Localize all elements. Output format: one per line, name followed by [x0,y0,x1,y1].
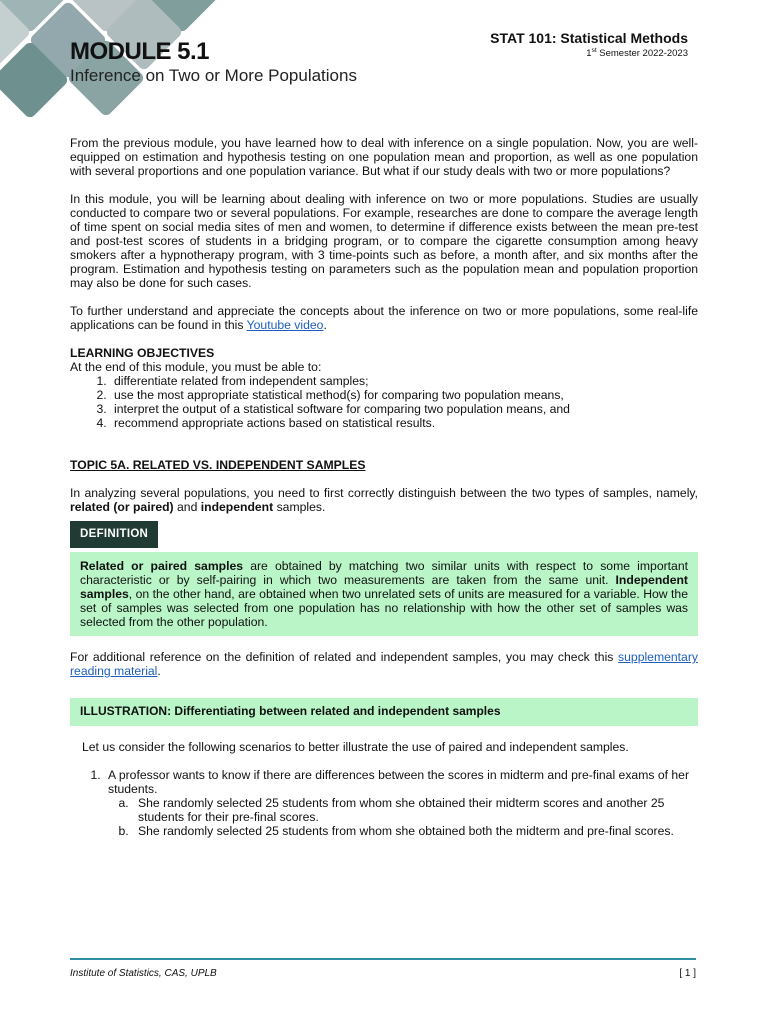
definition-box [70,552,698,636]
course-title: STAT 101: Statistical Methods [490,30,688,46]
reference-text: For additional reference on the definition of related and independent samples, you may check this [70,650,619,664]
semester-text: Semester 2022-2023 [596,48,688,60]
definition-term-independent: Independent samples [80,573,688,601]
scenario-text: A professor wants to know if there are differences between the scores in midterm and pre-final exams of her students. [108,768,690,796]
intro-paragraph-3 [70,304,698,332]
scenario-item [104,768,698,838]
topic-term-independent: independent [200,500,274,514]
scenario-option-a: a. She randomly selected 25 students from whom she obtained their midterm scores and another 25 students for their pre-final scores. [132,796,698,824]
supplementary-reading-link[interactable]: supplementary reading material [70,650,698,678]
intro-paragraph-2: In this module, you will be learning about dealing with inference on two or more populations. Studies are usually conducted to compare two or several populations. For example, researches are done to compare the average length of time spent on social media sites of men and women, to determine if difference exists between the mean pre-test and post-test scores of students in a bridging program, or to compare the cigarette consumption among heavy smokers after a hypnotherapy program, with 3 time-points such as before, a month after, and six months after the program. Estimation and hypothesis testing on parameters such as the population mean and population proportion may also be done for such cases. [70,192,698,290]
intro-paragraph-1: From the previous module, you have learned how to deal with inference on a single population. Now, you are well-equipped on estimation and hypothesis testing on one population mean and proportion, as well as one population with several proportions and one population variance. But what if our study deals with two or more populations? [70,136,698,178]
footer-institute: Institute of Statistics, CAS, UPLB [70,968,217,979]
illustration-heading: ILLUSTRATION: Differentiating between related and independent samples [70,698,698,726]
semester-ordinal: st [591,47,597,54]
definition-text-2: , on the other hand, are obtained when two unrelated sets of units are measured for a variable. How the set of samples was selected from one population has no relationship with how the other set of samples was selected from the other population. [80,587,688,629]
reference-text-end: . [157,664,161,678]
topic-paragraph [70,486,698,514]
topic-text: In analyzing several populations, you need to first correctly distinguish between the two types of samples, namely, [70,486,698,500]
module-content [70,136,698,838]
illustration-intro: Let us consider the following scenarios to better illustrate the use of paired and independent samples. [82,740,629,754]
objective-item: 2. use the most appropriate statistical method(s) for comparing two population means, [110,388,698,402]
topic-text-and: and [173,500,201,514]
footer-divider [70,958,696,960]
learning-objectives-heading: LEARNING OBJECTIVES [70,346,215,360]
definition-label: DEFINITION [70,521,158,548]
scenario-list [70,768,698,838]
intro-paragraph-3-end: . [323,318,327,332]
scenario-sublist [108,796,698,838]
objective-item: 1. differentiate related from independent samples; [110,374,698,388]
objective-item: 4. recommend appropriate actions based on statistical results. [110,416,698,430]
module-title: MODULE 5.1 [70,38,210,65]
learning-objectives-lead: At the end of this module, you must be able to: [70,360,322,374]
semester-label [490,47,688,59]
reference-paragraph [70,650,698,678]
intro-paragraph-3-text: To further understand and appreciate the concepts about the inference on two or more populations, some real-life applications can be found in this [70,304,698,332]
scenario-option-b: b. She randomly selected 25 students from whom she obtained both the midterm and pre-final scores. [132,824,698,838]
definition-term-related: Related or paired samples [80,559,244,573]
topic-text-end: samples. [273,500,326,514]
module-subtitle: Inference on Two or More Populations [70,66,357,85]
definition-text-1: are obtained by matching two similar units with respect to some important characteristic or by self-pairing in which two measurements are taken from the same unit. [80,559,688,587]
youtube-video-link[interactable]: Youtube video [246,318,324,332]
learning-objectives-list [92,374,698,430]
objective-item: 3. interpret the output of a statistical software for comparing two population means, and [110,402,698,416]
semester-number: 1 [586,48,592,60]
topic-heading: TOPIC 5A. RELATED VS. INDEPENDENT SAMPLES [70,458,366,472]
course-header [490,30,688,59]
topic-term-related: related (or paired) [70,500,174,514]
page-number: [ 1 ] [679,968,696,979]
